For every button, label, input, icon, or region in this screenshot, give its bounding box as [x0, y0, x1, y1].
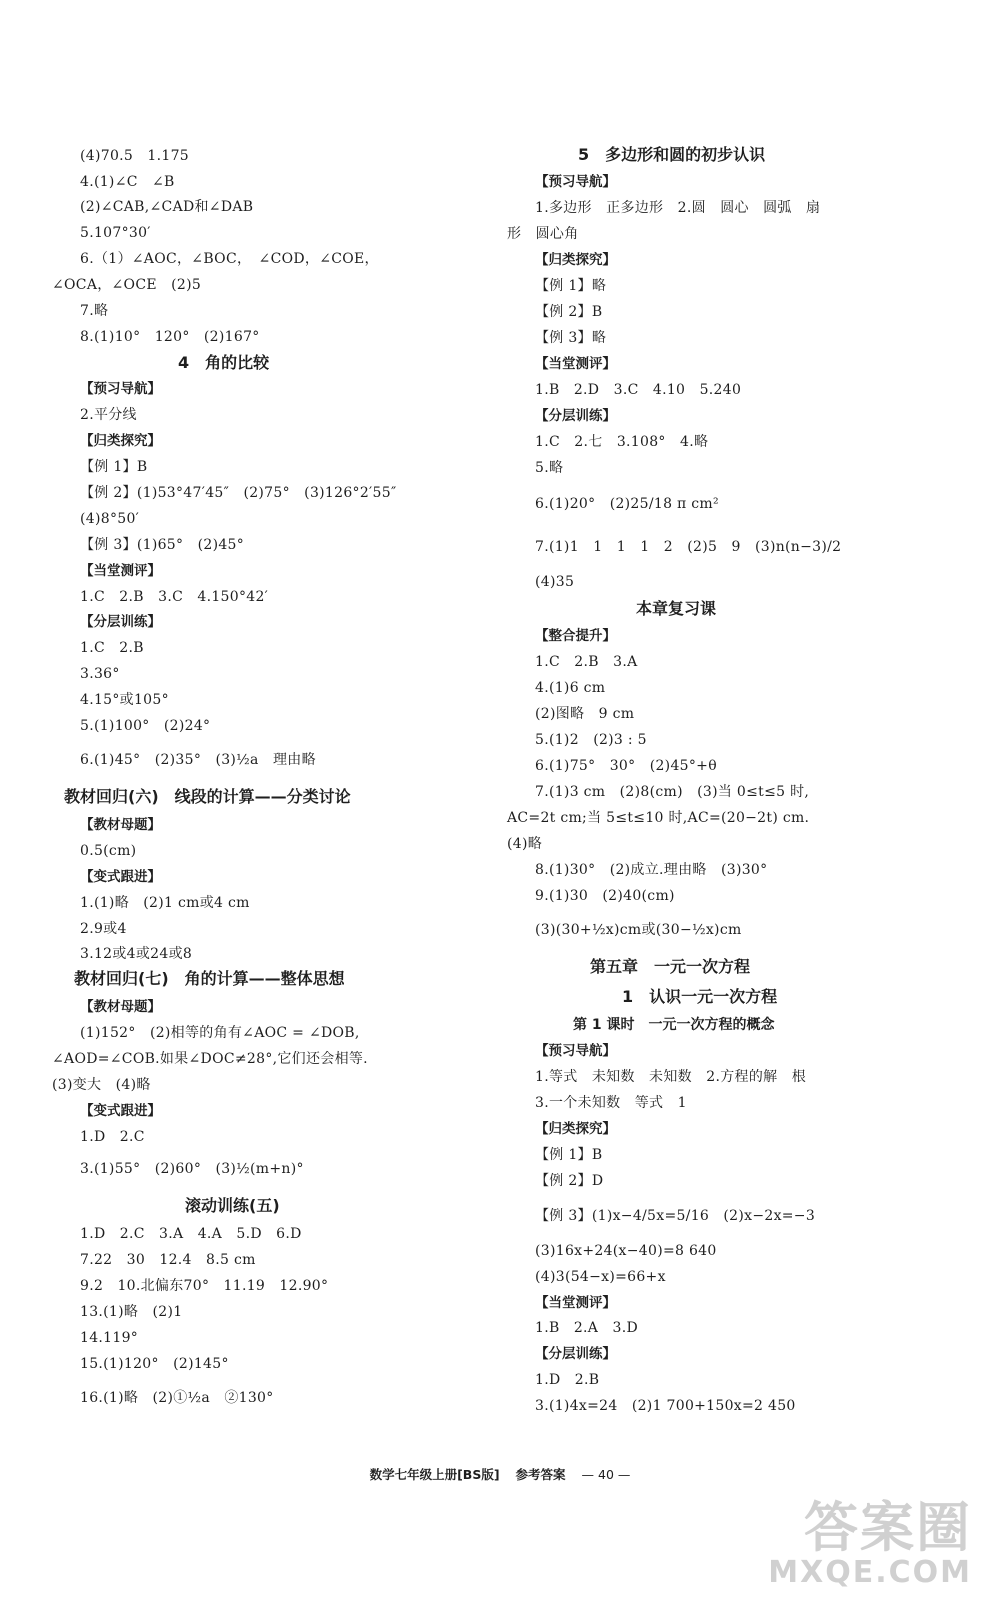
answer-line: 4.(1)∠C ∠B	[80, 174, 175, 190]
section-tag: 【当堂测评】	[535, 1295, 616, 1311]
answer-line: (3)(30+½x)cm或(30−½x)cm	[535, 922, 742, 938]
section-tag: 【预习导航】	[80, 381, 161, 397]
answer-line: 2.平分线	[80, 407, 137, 423]
footer-subject: 数学七年级上册[BS版]	[369, 1467, 500, 1482]
answer-line: 【例 1】B	[80, 459, 148, 475]
answer-line: 13.(1)略 (2)1	[80, 1304, 183, 1320]
answer-line: 4.15°或105°	[80, 692, 169, 708]
section-tag: 【归类探究】	[80, 433, 161, 449]
answer-line: 1.(1)略 (2)1 cm或4 cm	[80, 895, 250, 911]
answer-line: 8.(1)30° (2)成立.理由略 (3)30°	[535, 862, 768, 878]
answer-line: 6.（1）∠AOC，∠BOC， ∠COD，∠COE，	[80, 251, 379, 267]
answer-line: AC=2t cm;当 5≤t≤10 时,AC=(20−2t) cm.	[507, 810, 810, 826]
page-footer	[0, 1465, 1000, 1483]
answer-line: 7.略	[80, 303, 109, 319]
answer-line: 5.107°30′	[80, 225, 151, 241]
answer-line: 3.36°	[80, 666, 120, 682]
section-heading: 5 多边形和圆的初步认识	[578, 145, 766, 164]
answer-line: 1.多边形 正多边形 2.圆 圆心 圆弧 扇	[535, 200, 821, 216]
answer-line: 1.D 2.B	[535, 1372, 600, 1388]
section-tag: 【变式跟进】	[80, 869, 161, 885]
answer-line: 16.(1)略 (2)①½a ②130°	[80, 1390, 274, 1406]
section-tag: 【归类探究】	[535, 252, 616, 268]
watermark-url: MXQE.COM	[768, 1555, 972, 1590]
answer-line: 7.22 30 12.4 8.5 cm	[80, 1252, 256, 1268]
answer-line: 3.(1)4x=24 (2)1 700+150x=2 450	[535, 1398, 796, 1414]
answer-line: 1.C 2.B	[80, 640, 144, 656]
answer-line: 【例 2】D	[535, 1173, 604, 1189]
section-tag: 【当堂测评】	[535, 356, 616, 372]
section-heading: 教材回归(七) 角的计算——整体思想	[74, 969, 345, 988]
watermark-title: 答案圈	[804, 1496, 972, 1559]
section-heading: 1 认识一元一次方程	[622, 987, 778, 1006]
watermark-logo	[768, 1496, 972, 1590]
answer-line: (4)70.5 1.175	[80, 148, 189, 164]
answer-line: 1.B 2.D 3.C 4.10 5.240	[535, 382, 742, 398]
answer-line: 6.(1)75° 30° (2)45°+θ	[535, 758, 717, 774]
answer-line: 15.(1)120° (2)145°	[80, 1356, 229, 1372]
answer-line: 【例 1】略	[535, 278, 607, 294]
section-subheading: 第 1 课时 一元一次方程的概念	[573, 1017, 775, 1033]
answer-line: 3.12或4或24或8	[80, 946, 193, 962]
answer-line: 1.C 2.七 3.108° 4.略	[535, 434, 709, 450]
answer-line: 6.(1)20° (2)25/18 π cm²	[535, 496, 719, 512]
answer-line: 8.(1)10° 120° (2)167°	[80, 329, 260, 345]
answer-line: 【例 3】(1)x−4/5x=5/16 (2)x−2x=−3	[535, 1208, 816, 1224]
answer-line: 6.(1)45° (2)35° (3)½a 理由略	[80, 752, 316, 768]
answer-line: 2.9或4	[80, 921, 127, 937]
answer-line: 5.(1)100° (2)24°	[80, 718, 211, 734]
section-tag: 【变式跟进】	[80, 1103, 161, 1119]
answer-line: (4)8°50′	[80, 511, 140, 527]
page-number: — 40 —	[581, 1467, 631, 1482]
section-heading: 滚动训练(五)	[185, 1196, 280, 1215]
answer-line: 0.5(cm)	[80, 843, 137, 859]
answer-line: 5.略	[535, 460, 564, 476]
answer-line: 1.C 2.B 3.A	[535, 654, 638, 670]
answer-line: 【例 2】B	[535, 304, 603, 320]
answer-line: 【例 3】略	[535, 330, 607, 346]
section-tag: 【当堂测评】	[80, 563, 161, 579]
section-tag: 【整合提升】	[535, 628, 616, 644]
section-tag: 【分层训练】	[535, 1346, 616, 1362]
answer-line: (2)图略 9 cm	[535, 706, 635, 722]
answer-line: 5.(1)2 (2)3 : 5	[535, 732, 647, 748]
answer-line: 1.D 2.C 3.A 4.A 5.D 6.D	[80, 1226, 302, 1242]
answer-line: (1)152° (2)相等的角有∠AOC = ∠DOB,	[80, 1025, 360, 1041]
section-tag: 【分层训练】	[80, 614, 161, 630]
section-heading: 教材回归(六) 线段的计算——分类讨论	[64, 787, 351, 806]
section-heading: 4 角的比较	[178, 353, 270, 372]
answer-line: 3.(1)55° (2)60° (3)½(m+n)°	[80, 1161, 304, 1177]
section-tag: 【归类探究】	[535, 1121, 616, 1137]
answer-line: 形 圆心角	[507, 226, 579, 242]
section-tag: 【预习导航】	[535, 1043, 616, 1059]
answer-line: (4)略	[507, 836, 543, 852]
section-tag: 【预习导航】	[535, 174, 616, 190]
section-tag: 【教材母题】	[80, 817, 161, 833]
answer-line: 9.2 10.北偏东70° 11.19 12.90°	[80, 1278, 329, 1294]
answer-line: (4)3(54−x)=66+x	[535, 1269, 666, 1285]
answer-line: 1.C 2.B 3.C 4.150°42′	[80, 589, 269, 605]
answer-line: (3)变大 (4)略	[52, 1077, 151, 1093]
answer-line: (2)∠CAB,∠CAD和∠DAB	[80, 199, 254, 215]
answer-line: 3.一个未知数 等式 1	[535, 1095, 687, 1111]
answer-line: 【例 1】B	[535, 1147, 603, 1163]
answer-line: ∠AOD=∠COB.如果∠DOC≠28°,它们还会相等.	[52, 1051, 368, 1067]
answer-line: 7.(1)1 1 1 1 2 (2)5 9 (3)n(n−3)/2	[535, 539, 842, 555]
section-heading: 第五章 一元一次方程	[590, 957, 751, 976]
answer-line: ∠OCA，∠OCE (2)5	[52, 277, 202, 293]
answer-line: 1.B 2.A 3.D	[535, 1320, 638, 1336]
answer-line: 【例 3】(1)65° (2)45°	[80, 537, 245, 553]
answer-line: 14.119°	[80, 1330, 139, 1346]
answer-line: 1.D 2.C	[80, 1129, 145, 1145]
answer-line: 4.(1)6 cm	[535, 680, 606, 696]
footer-section: 参考答案	[515, 1467, 566, 1482]
section-heading: 本章复习课	[636, 599, 717, 618]
answer-line: 9.(1)30 (2)40(cm)	[535, 888, 675, 904]
answer-line: 1.等式 未知数 未知数 2.方程的解 根	[535, 1069, 807, 1085]
answer-line: 【例 2】(1)53°47′45″ (2)75° (3)126°2′55″	[80, 485, 397, 501]
answer-line: (4)35	[535, 574, 575, 590]
answer-line: (3)16x+24(x−40)=8 640	[535, 1243, 717, 1259]
section-tag: 【分层训练】	[535, 408, 616, 424]
section-tag: 【教材母题】	[80, 999, 161, 1015]
answer-line: 7.(1)3 cm (2)8(cm) (3)当 0≤t≤5 时,	[535, 784, 810, 800]
